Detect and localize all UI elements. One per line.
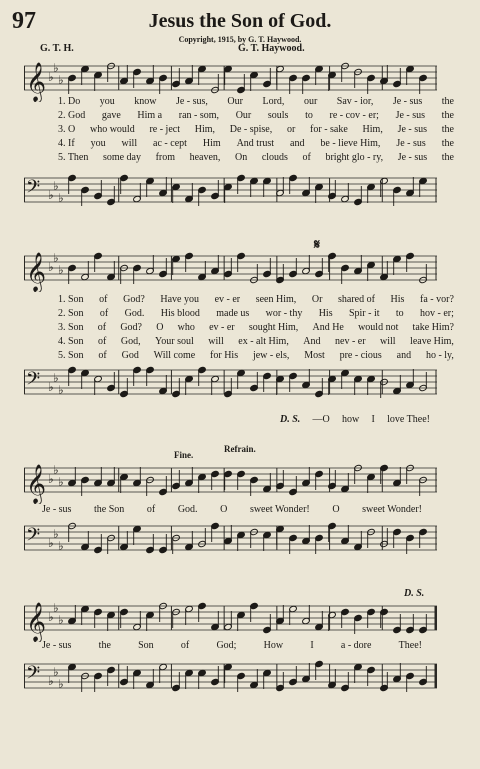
lyric-word: for - sake [310, 124, 348, 135]
flat-sign-icon: ♭ [48, 188, 54, 202]
refrain-marker: Refrain. [224, 444, 256, 454]
lyric-word: 1. Do [58, 96, 81, 107]
flat-sign-icon: ♭ [53, 665, 59, 679]
flat-sign-icon: ♭ [53, 527, 59, 541]
lyric-word: of [180, 640, 190, 651]
ds-footer-line [280, 414, 430, 425]
lyric-word: bright glo - ry, [325, 152, 384, 163]
bass-clef-icon: 𝄢 [26, 663, 41, 688]
flat-sign-icon: ♭ [53, 601, 59, 615]
lyric-word: to [305, 110, 313, 121]
lyric-word: On [235, 152, 248, 163]
verse-line [58, 124, 454, 136]
lyric-word: sweet Wonder! [249, 504, 310, 515]
bass-staff [24, 364, 437, 406]
treble-clef-icon: 𝄞 [26, 62, 47, 102]
lyric-word: 1. Son [58, 294, 84, 305]
lyric-word: Son [138, 640, 154, 651]
treble-clef-icon: 𝄞 [26, 602, 47, 642]
lyric-word: nev - er [335, 336, 366, 347]
bass-clef-icon: 𝄢 [26, 177, 41, 202]
bass-clef-icon: 𝄢 [26, 525, 41, 550]
verse-line [58, 152, 454, 164]
lyric-word: of [97, 322, 107, 333]
lyric-word: Spir - it [348, 308, 380, 319]
lyric-word: clouds [261, 152, 288, 163]
flat-sign-icon: ♭ [48, 536, 54, 550]
lyric-word: 2. God [58, 110, 86, 121]
lyric-word: God [121, 350, 139, 361]
lyric-word: Je - sus [395, 110, 426, 121]
verse-line [58, 138, 454, 150]
copyright-notice: Copyright, 1915, by G. T. Haywood. [178, 35, 302, 44]
lyric-word: God; [216, 640, 237, 651]
lyric-word: Je - sus [397, 124, 428, 135]
lyric-word: the [441, 124, 454, 135]
lyric-word: the [441, 110, 454, 121]
bass-staff [24, 520, 437, 562]
flat-sign-icon: ♭ [53, 251, 59, 265]
lyric-word: Have you [160, 294, 199, 305]
lyric-word: And [303, 336, 321, 347]
lyric-word: O [220, 504, 228, 515]
lyric-word: God? [120, 322, 142, 333]
lyric-word: how [342, 414, 360, 425]
lyric-word: re - ject [149, 124, 180, 135]
hymn-number: 97 [12, 8, 36, 34]
lyric-word: Lord, [262, 96, 285, 107]
lyric-word: will [208, 336, 224, 347]
verse-line [58, 96, 454, 108]
words-credit: G. T. H. [40, 43, 74, 54]
lyric-word: I [310, 640, 314, 651]
lyric-word: pre - cious [339, 350, 382, 361]
lyric-word: souls [267, 110, 289, 121]
lyric-word: 3. O [58, 124, 76, 135]
lyric-word: sought Him, [248, 322, 299, 333]
flat-sign-icon: ♭ [48, 70, 54, 84]
lyric-word: who would [89, 124, 135, 135]
flat-sign-icon: ♭ [53, 179, 59, 193]
lyric-word: His blood [160, 308, 200, 319]
lyric-word: ho - ly, [425, 350, 454, 361]
hymn-title: Jesus the Son of God. [148, 10, 332, 32]
lyric-word: 2. Son [58, 308, 84, 319]
lyric-word: or [286, 124, 296, 135]
treble-staff [24, 250, 437, 292]
lyric-word: leave Him, [410, 336, 454, 347]
lyric-word: know [134, 96, 157, 107]
lyric-word: of [302, 152, 311, 163]
lyric-word: 5. Son [58, 350, 84, 361]
lyric-word: the [441, 96, 454, 107]
lyric-word: Most [304, 350, 325, 361]
flat-sign-icon: ♭ [58, 475, 64, 489]
verse-line [58, 336, 454, 348]
flat-sign-icon: ♭ [58, 539, 64, 553]
music-system-4 [24, 586, 437, 716]
lyric-word: heaven, [189, 152, 221, 163]
lyric-word: of [99, 294, 108, 305]
flat-sign-icon: ♭ [58, 383, 64, 397]
lyric-word: made us [216, 308, 250, 319]
treble-staff [24, 600, 437, 642]
lyric-word: from [155, 152, 176, 163]
lyric-word: And trust [236, 138, 275, 149]
lyric-word: the [98, 640, 111, 651]
music-system-1 [24, 56, 454, 216]
lyric-word: 4. Son [58, 336, 84, 347]
lyric-word: Je - sus [42, 640, 72, 651]
lyric-word: Him, [362, 124, 383, 135]
lyric-word: His [318, 308, 333, 319]
lyric-word: Him [202, 138, 221, 149]
lyric-word: of [98, 336, 107, 347]
flat-sign-icon: ♭ [53, 61, 59, 75]
lyric-word: 5. Then [58, 152, 89, 163]
lyric-word: will [380, 336, 396, 347]
flat-sign-icon: ♭ [58, 613, 64, 627]
lyric-word: ac - cept [153, 138, 187, 149]
lyric-word: Or [311, 294, 323, 305]
ds-marker: D. S. [404, 588, 425, 599]
fine-marker: Fine. [174, 450, 194, 460]
lyric-word: Je - sus [396, 138, 426, 149]
lyric-word: And He [312, 322, 344, 333]
lyric-word: the Son [94, 504, 125, 515]
lyric-word: Je - sus [392, 96, 423, 107]
ds-footer-marker: D. S. [280, 414, 301, 425]
lyric-word: be - lieve Him, [320, 138, 381, 149]
lyric-word: of [146, 504, 156, 515]
lyric-word: a - dore [340, 640, 372, 651]
lyric-word: wor - thy [265, 308, 303, 319]
lyric-word: you [99, 96, 115, 107]
lyric-word: to [395, 308, 404, 319]
flat-sign-icon: ♭ [48, 610, 54, 624]
lyric-word: jew - els, [252, 350, 290, 361]
lyric-word: Your soul [155, 336, 194, 347]
flat-sign-icon: ♭ [48, 380, 54, 394]
lyric-word: ev - er [214, 294, 241, 305]
flat-sign-icon: ♭ [58, 73, 64, 87]
flat-sign-icon: ♭ [58, 677, 64, 691]
lyric-word: O [332, 504, 340, 515]
lyric-word: sweet Wonder! [362, 504, 422, 515]
lyric-word: the [441, 152, 454, 163]
lyric-word: 3. Son [58, 322, 84, 333]
lyric-word: Je - sus, [175, 96, 208, 107]
lyric-word: Him, [194, 124, 215, 135]
treble-staff [24, 462, 437, 504]
lyric-word: His [390, 294, 405, 305]
flat-sign-icon: ♭ [48, 260, 54, 274]
flat-sign-icon: ♭ [58, 191, 64, 205]
lyric-word: Thee! [398, 640, 422, 651]
lyric-word: for His [210, 350, 239, 361]
flat-sign-icon: ♭ [48, 674, 54, 688]
lyric-word: who [177, 322, 195, 333]
lyric-word: seen Him, [255, 294, 297, 305]
music-system-2 [24, 236, 454, 436]
lyric-word: love Thee! [387, 414, 430, 425]
closing-lyric-line [42, 640, 422, 652]
lyric-word: re - cov - er; [329, 110, 379, 121]
treble-clef-icon: 𝄞 [26, 252, 47, 292]
lyric-word: Him a [137, 110, 163, 121]
lyric-word: the [441, 138, 454, 149]
music-system-3 [24, 442, 437, 572]
lyric-word: ev - er [209, 322, 235, 333]
lyric-word: —O [312, 414, 330, 425]
lyric-word: Sav - ior, [336, 96, 374, 107]
lyric-word: fa - vor? [420, 294, 454, 305]
lyric-word: How [263, 640, 284, 651]
verse-line [58, 294, 454, 306]
bass-clef-icon: 𝄢 [26, 369, 41, 394]
lyric-word: ex - alt Him, [238, 336, 289, 347]
lyric-word: God. [124, 308, 145, 319]
flat-sign-icon: ♭ [53, 463, 59, 477]
segno-icon: 𝄋 [314, 238, 321, 253]
lyric-word: I [371, 414, 375, 425]
refrain-lyric-line [42, 504, 422, 516]
lyric-word: of [99, 308, 109, 319]
lyric-word: take Him? [412, 322, 454, 333]
lyric-word: some day [102, 152, 141, 163]
music-credit: G. T. Haywood. [238, 43, 305, 54]
lyric-word: and [396, 350, 412, 361]
verse-line [58, 110, 454, 122]
verse-line [58, 322, 454, 334]
flat-sign-icon: ♭ [53, 371, 59, 385]
lyric-word: God. [177, 504, 198, 515]
bass-staff [24, 172, 437, 214]
lyric-word: Je - sus [397, 152, 428, 163]
lyric-word: God? [123, 294, 145, 305]
verse-line [58, 350, 454, 362]
lyric-word: will [121, 138, 138, 149]
lyric-word: Our [235, 110, 252, 121]
lyric-word: Our [227, 96, 243, 107]
lyric-word: our [303, 96, 318, 107]
lyric-word: ran - som, [178, 110, 220, 121]
lyric-word: 4. If [58, 138, 75, 149]
bass-staff [24, 658, 437, 700]
lyric-word: would not [358, 322, 399, 333]
lyric-word: of [98, 350, 107, 361]
lyric-word: gave [101, 110, 121, 121]
lyric-word: God, [120, 336, 141, 347]
lyric-word: O [156, 322, 164, 333]
flat-sign-icon: ♭ [48, 472, 54, 486]
lyric-word: shared of [338, 294, 375, 305]
lyric-word: De - spise, [229, 124, 273, 135]
lyric-word: Will come [153, 350, 196, 361]
lyric-word: and [290, 138, 305, 149]
treble-clef-icon: 𝄞 [26, 464, 47, 504]
lyric-word: you [90, 138, 106, 149]
flat-sign-icon: ♭ [58, 263, 64, 277]
lyric-word: hov - er; [420, 308, 454, 319]
verse-line [58, 308, 454, 320]
lyric-word: Je - sus [42, 504, 72, 515]
